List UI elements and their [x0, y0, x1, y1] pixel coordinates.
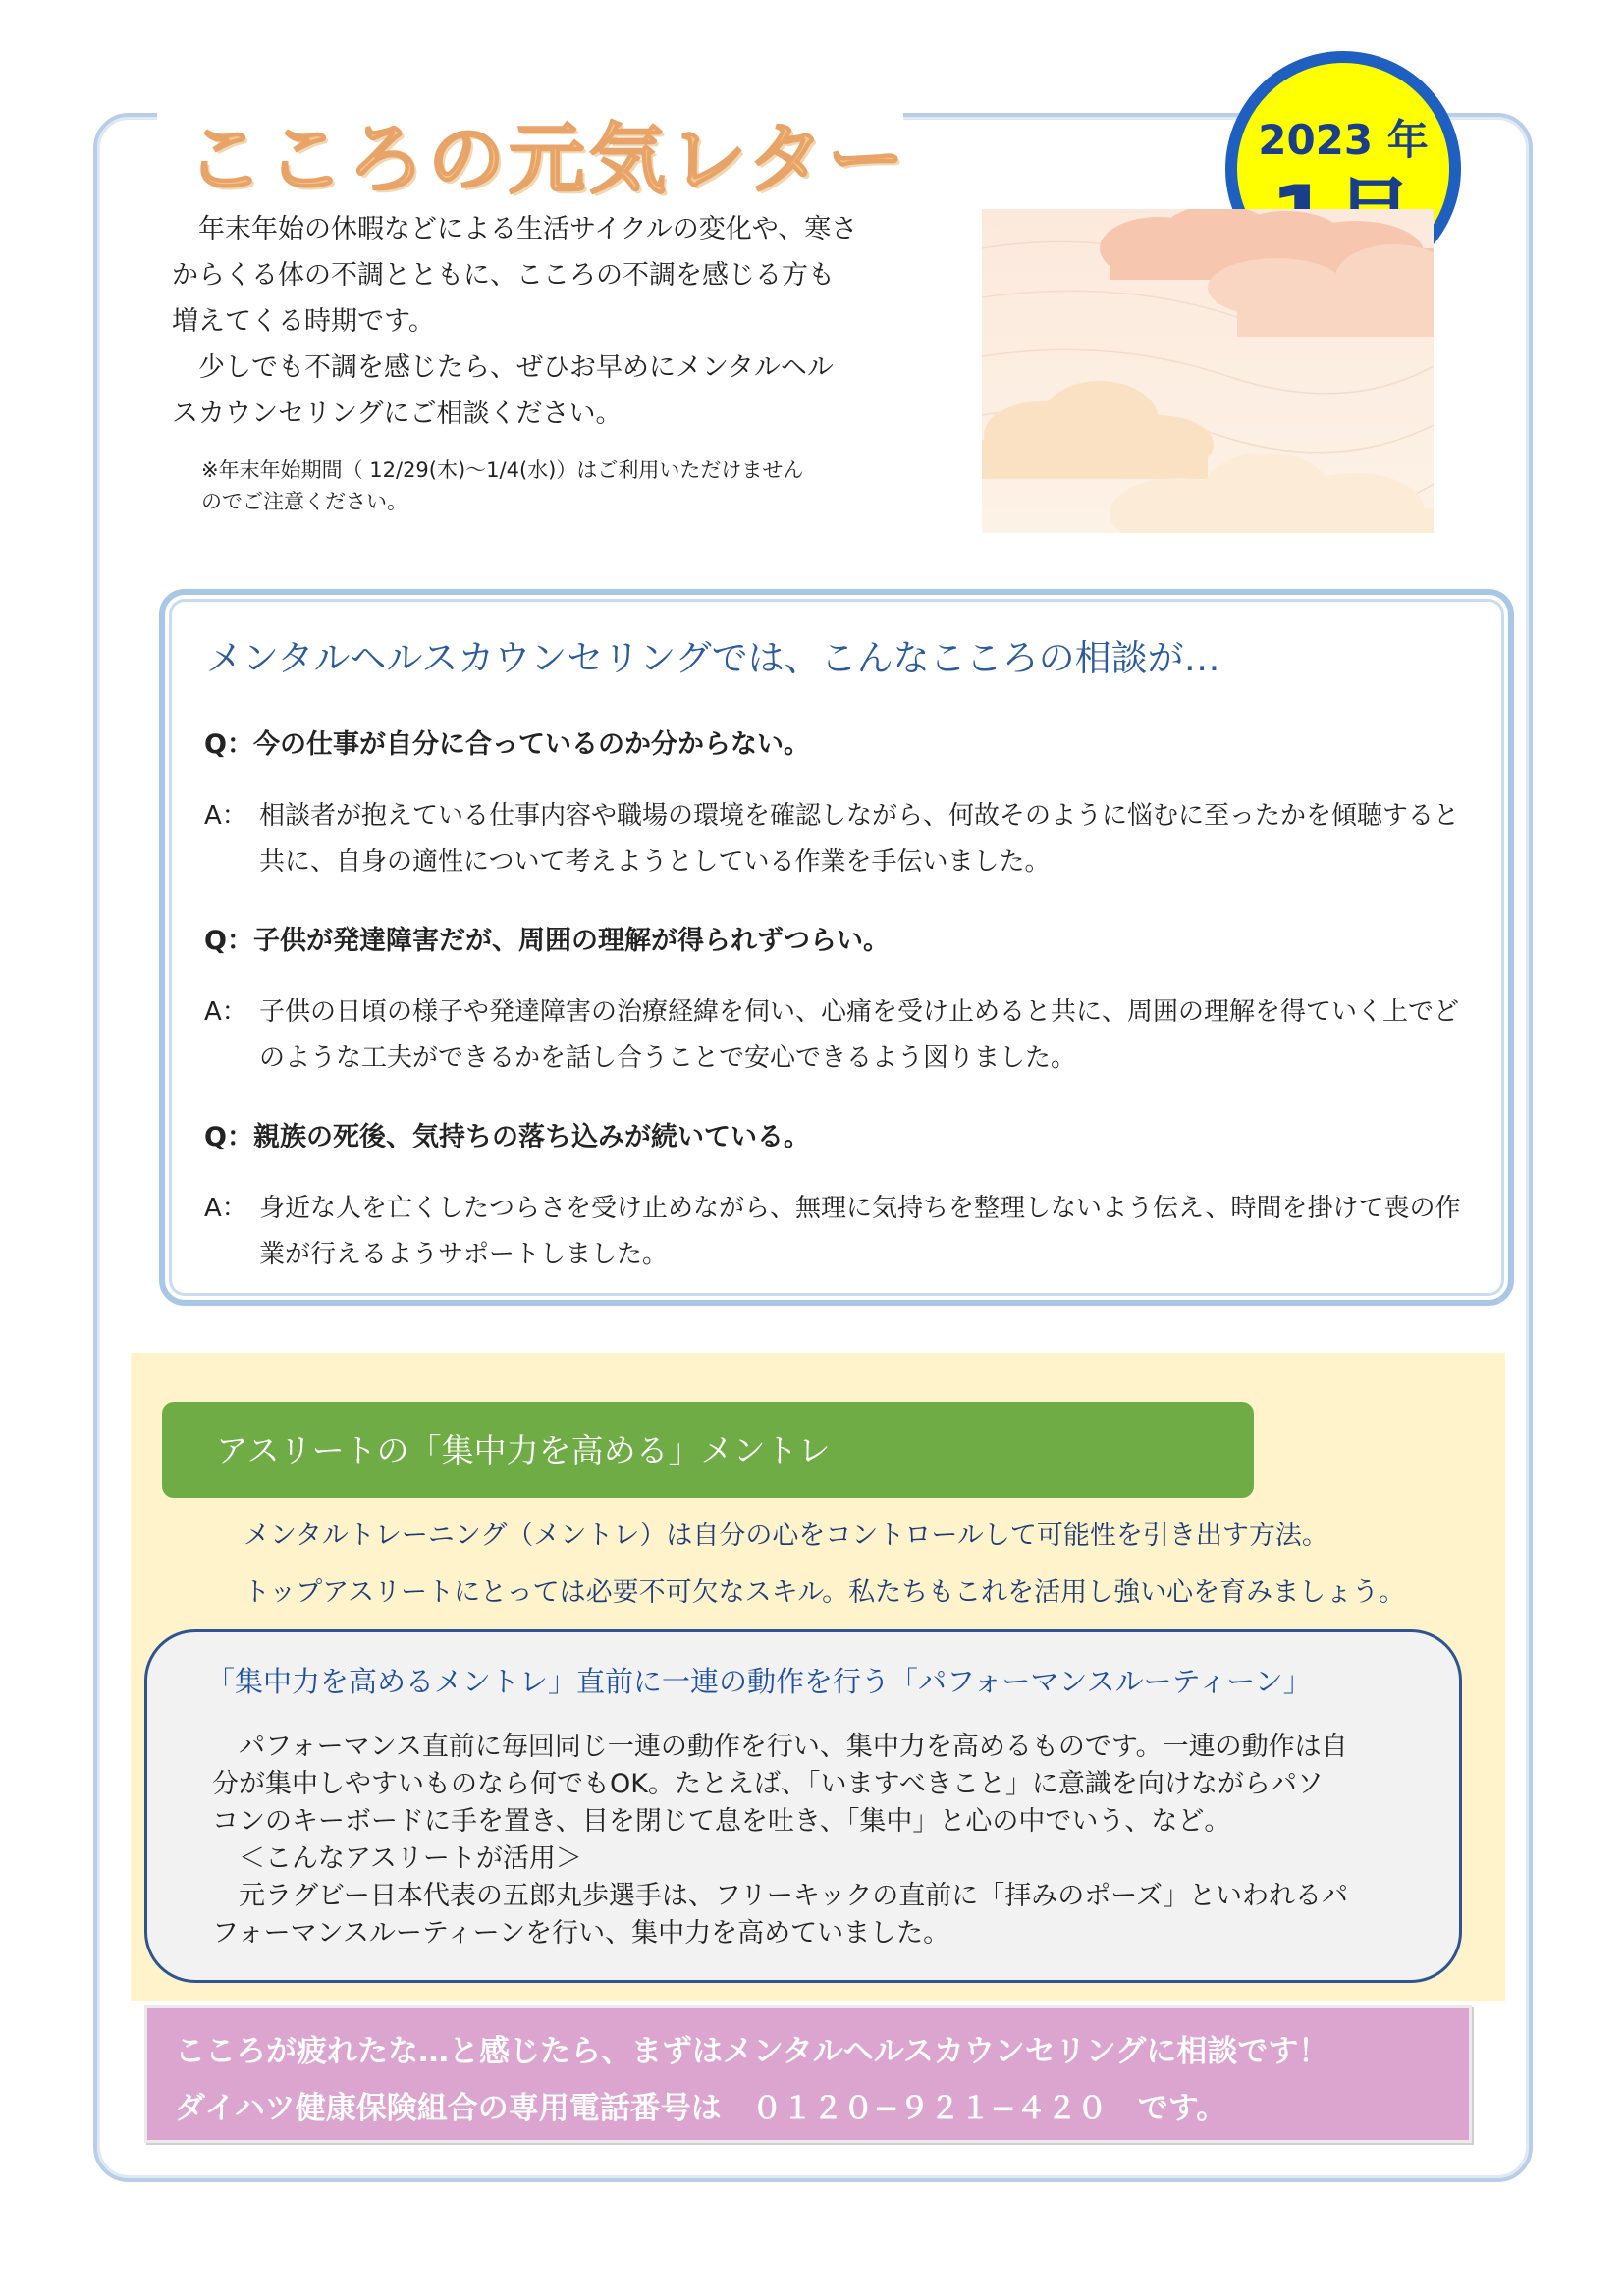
- qa-panel: [159, 589, 1514, 1306]
- badge-year: 2023 年: [1258, 116, 1429, 164]
- question: Q：子供が発達障害だが、周囲の理解が得られずつらい。: [204, 926, 890, 956]
- routine-line: ＜こんなアスリートが活用＞: [212, 1843, 582, 1874]
- note-line: ※年末年始期間（ 12/29(木)〜1/4(水)）はご利用いただけません: [201, 458, 804, 482]
- routine-line: パフォーマンス直前に毎回同じ一連の動作を行い、集中力を高めるものです。一連の動作は自: [212, 1732, 1348, 1762]
- footer-phone-line: ダイハツ健康保険組合の専用電話番号は ０１２０−９２１−４２０ です。: [175, 2091, 1227, 2126]
- routine-box: [144, 1629, 1462, 1983]
- note-line: のでご注意ください。: [201, 490, 407, 513]
- routine-title: 「集中力を高めるメントレ」直前に一連の動作を行う「パフォーマンスルーティーン」: [206, 1665, 1312, 1698]
- answer-prefix: A：: [204, 801, 247, 830]
- intro-paragraph: 年末年始の休暇などによる生活サイクルの変化や、寒さからくる体の不調とともに、こころの不調を感じる方も増えてくる時期です。: [172, 214, 858, 337]
- answer: [204, 1186, 1471, 1278]
- clouds-illustration: [982, 209, 1434, 533]
- footer-line: こころが疲れたな…と感じたら、まずはメンタルヘルスカウンセリングに相談です！: [175, 2034, 1329, 2069]
- answer-text: 相談者が抱えている仕事内容や職場の環境を確認しながら、何故そのように悩むに至ったかを傾聴すると共に、自身の適性について考えようとしている作業を手伝いました。: [259, 801, 1460, 877]
- routine-line: フォーマンスルーティーンを行い、集中力を高めていました。: [212, 1918, 950, 1949]
- routine-body: [212, 1729, 1420, 1952]
- question: Q：親族の死後、気持ちの落ち込みが続いている。: [204, 1122, 810, 1152]
- answer-prefix: A：: [204, 997, 247, 1027]
- athlete-line: トップアスリートにとっては必要不可欠なスキル。私たちもこれを活用し強い心を育みましょう。: [244, 1577, 1406, 1608]
- qa-heading: メンタルヘルスカウンセリングでは、こんなこころの相談が…: [206, 637, 1220, 679]
- routine-line: コンのキーボードに手を置き、目を閉じて息を吐き、「集中」と心の中でいう、など。: [212, 1806, 1231, 1837]
- athlete-line: メンタルトレーニング（メントレ）は自分の心をコントロールして可能性を引き出す方法。: [244, 1521, 1328, 1551]
- answer-prefix: A：: [204, 1194, 247, 1223]
- holiday-note: [201, 454, 879, 517]
- contact-footer: [144, 2005, 1472, 2143]
- answer-text: 子供の日頃の様子や発達障害の治療経緯を伺い、心痛を受け止めると共に、周囲の理解を得ていく上でどのような工夫ができるかを話し合うことで安心できるよう図りました。: [259, 997, 1460, 1073]
- athlete-title: アスリートの「集中力を高める」メントレ: [216, 1431, 831, 1469]
- answer-text: 身近な人を亡くしたつらさを受け止めながら、無理に気持ちを整理しないよう伝え、時間を掛けて喪の作業が行えるようサポートしました。: [259, 1194, 1461, 1269]
- intro-paragraph: 少しでも不調を感じたら、ぜひお早めにメンタルヘルスカウンセリングにご相談ください。: [172, 352, 834, 429]
- routine-line: 分が集中しやすいものなら何でもOK。たとえば、「いますべきこと」に意識を向けながらパソ: [212, 1769, 1324, 1799]
- intro-text: [172, 206, 859, 437]
- question: Q：今の仕事が自分に合っているのか分からない。: [204, 729, 810, 760]
- routine-line: 元ラグビー日本代表の五郎丸歩選手は、フリーキックの直前に「拝みのポーズ」といわれるパ: [212, 1881, 1348, 1911]
- page-title: こころの元気レター: [187, 116, 908, 204]
- answer: [204, 989, 1471, 1082]
- answer: [204, 793, 1471, 885]
